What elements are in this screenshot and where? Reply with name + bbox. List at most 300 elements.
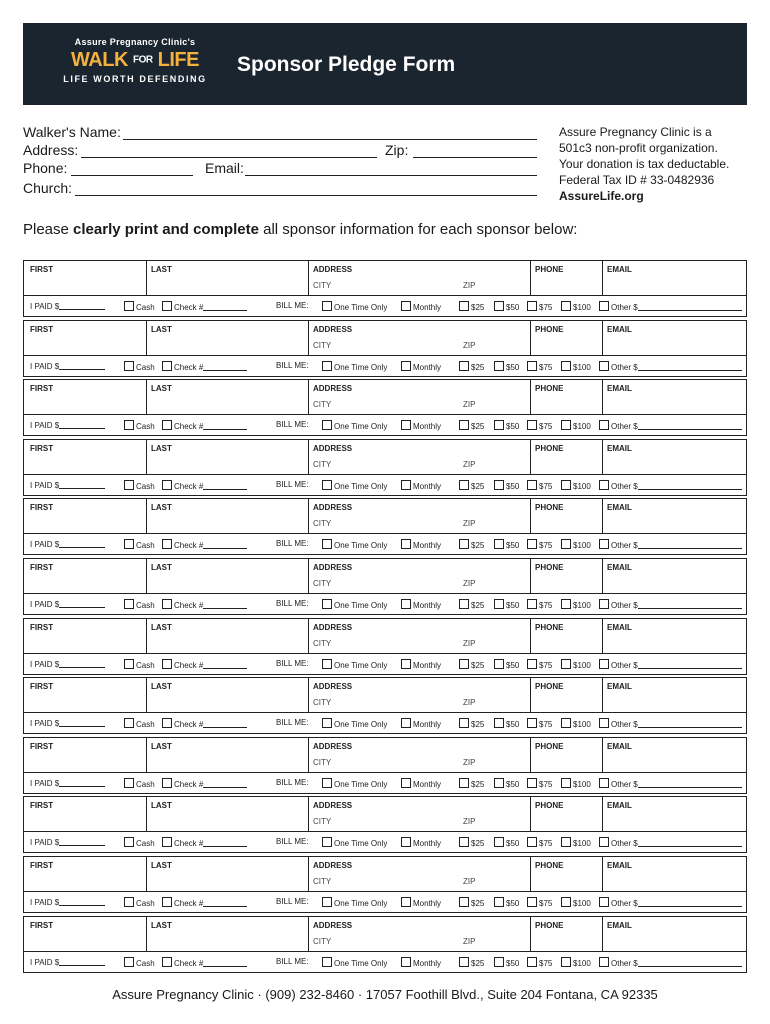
amount-50-checkbox[interactable] xyxy=(494,480,504,490)
other-amount-option[interactable] xyxy=(599,957,742,968)
other-amount-checkbox[interactable] xyxy=(599,778,609,788)
address-label: ADDRESS xyxy=(313,921,353,930)
amount-50-checkbox[interactable] xyxy=(494,539,504,549)
phone-cell[interactable] xyxy=(530,559,603,593)
other-amount-option[interactable] xyxy=(599,659,742,670)
amount-75-checkbox[interactable] xyxy=(527,599,537,609)
paid-field[interactable] xyxy=(30,957,105,967)
amount-100-checkbox[interactable] xyxy=(561,539,571,549)
paid-field[interactable] xyxy=(30,480,105,490)
amount-25-option[interactable] xyxy=(459,837,484,848)
amount-75-checkbox[interactable] xyxy=(527,778,537,788)
other-amount-option[interactable] xyxy=(599,420,742,431)
amount-25-option[interactable] xyxy=(459,957,484,968)
amount-100-checkbox[interactable] xyxy=(561,718,571,728)
cash-option[interactable] xyxy=(124,301,155,312)
amount-100-option[interactable] xyxy=(561,837,591,848)
monthly-checkbox[interactable] xyxy=(401,361,411,371)
amount-75-option[interactable] xyxy=(527,361,552,372)
monthly-option[interactable] xyxy=(401,599,441,610)
monthly-option[interactable] xyxy=(401,837,441,848)
amount-75-checkbox[interactable] xyxy=(527,301,537,311)
amount-25-checkbox[interactable] xyxy=(459,420,469,430)
amount-50-checkbox[interactable] xyxy=(494,778,504,788)
amount-75-option[interactable] xyxy=(527,599,552,610)
amount-25-option[interactable] xyxy=(459,897,484,908)
monthly-option[interactable] xyxy=(401,301,441,312)
amount-100-checkbox[interactable] xyxy=(561,480,571,490)
cash-option[interactable] xyxy=(124,659,155,670)
cash-option[interactable] xyxy=(124,837,155,848)
amount-75-checkbox[interactable] xyxy=(527,837,537,847)
amount-25-checkbox[interactable] xyxy=(459,837,469,847)
other-amount-checkbox[interactable] xyxy=(599,837,609,847)
other-amount-option[interactable] xyxy=(599,718,742,729)
cash-checkbox[interactable] xyxy=(124,778,134,788)
cash-checkbox[interactable] xyxy=(124,897,134,907)
monthly-option[interactable] xyxy=(401,897,441,908)
address-cell[interactable] xyxy=(308,738,531,772)
monthly-option[interactable] xyxy=(401,778,441,789)
monthly-option[interactable] xyxy=(401,420,441,431)
monthly-checkbox[interactable] xyxy=(401,897,411,907)
one-time-checkbox[interactable] xyxy=(322,897,332,907)
amount-50-checkbox[interactable] xyxy=(494,420,504,430)
check-checkbox[interactable] xyxy=(162,837,172,847)
check-option[interactable] xyxy=(162,837,247,848)
one-time-option[interactable] xyxy=(322,897,387,908)
address-cell[interactable] xyxy=(308,559,531,593)
amount-100-label: $100 xyxy=(573,363,591,372)
amount-100-checkbox[interactable] xyxy=(561,778,571,788)
monthly-checkbox[interactable] xyxy=(401,480,411,490)
email-cell[interactable] xyxy=(602,678,747,712)
amount-50-checkbox[interactable] xyxy=(494,718,504,728)
amount-50-option[interactable] xyxy=(494,718,519,729)
paid-field[interactable] xyxy=(30,659,105,669)
monthly-option[interactable] xyxy=(401,659,441,670)
address-field[interactable] xyxy=(81,143,377,158)
one-time-option[interactable] xyxy=(322,957,387,968)
amount-100-checkbox[interactable] xyxy=(561,897,571,907)
amount-100-checkbox[interactable] xyxy=(561,361,571,371)
monthly-checkbox[interactable] xyxy=(401,778,411,788)
one-time-option[interactable] xyxy=(322,539,387,550)
check-checkbox[interactable] xyxy=(162,361,172,371)
email-cell[interactable] xyxy=(602,738,747,772)
phone-cell[interactable] xyxy=(530,440,603,474)
amount-75-checkbox[interactable] xyxy=(527,957,537,967)
amount-75-checkbox[interactable] xyxy=(527,659,537,669)
amount-25-option[interactable] xyxy=(459,599,484,610)
one-time-checkbox[interactable] xyxy=(322,718,332,728)
amount-50-option[interactable] xyxy=(494,897,519,908)
other-amount-option[interactable] xyxy=(599,301,742,312)
amount-50-option[interactable] xyxy=(494,599,519,610)
amount-100-label: $100 xyxy=(573,482,591,491)
check-underline xyxy=(203,660,247,669)
other-amount-option[interactable] xyxy=(599,480,742,491)
phone-cell[interactable] xyxy=(530,738,603,772)
last-name-cell[interactable] xyxy=(146,917,307,951)
email-cell[interactable] xyxy=(602,559,747,593)
check-checkbox[interactable] xyxy=(162,778,172,788)
zip-field[interactable] xyxy=(413,143,537,158)
email-cell[interactable] xyxy=(602,380,747,414)
amount-50-option[interactable] xyxy=(494,778,519,789)
last-name-cell[interactable] xyxy=(146,857,307,891)
amount-25-option[interactable] xyxy=(459,361,484,372)
amount-100-option[interactable] xyxy=(561,778,591,789)
amount-50-checkbox[interactable] xyxy=(494,599,504,609)
amount-100-checkbox[interactable] xyxy=(561,599,571,609)
amount-50-option[interactable] xyxy=(494,301,519,312)
paid-field[interactable] xyxy=(30,361,105,371)
one-time-checkbox[interactable] xyxy=(322,480,332,490)
amount-25-option[interactable] xyxy=(459,718,484,729)
paid-field[interactable] xyxy=(30,837,105,847)
phone-cell[interactable] xyxy=(530,321,603,355)
amount-75-option[interactable] xyxy=(527,539,552,550)
monthly-checkbox[interactable] xyxy=(401,659,411,669)
amount-50-checkbox[interactable] xyxy=(494,361,504,371)
one-time-option[interactable] xyxy=(322,420,387,431)
check-option[interactable] xyxy=(162,778,247,789)
amount-50-checkbox[interactable] xyxy=(494,301,504,311)
walker-name-field[interactable] xyxy=(123,125,537,140)
amount-25-checkbox[interactable] xyxy=(459,361,469,371)
amount-75-option[interactable] xyxy=(527,897,552,908)
amount-75-checkbox[interactable] xyxy=(527,897,537,907)
other-amount-checkbox[interactable] xyxy=(599,480,609,490)
cash-option[interactable] xyxy=(124,539,155,550)
amount-25-checkbox[interactable] xyxy=(459,957,469,967)
cash-checkbox[interactable] xyxy=(124,718,134,728)
one-time-option[interactable] xyxy=(322,659,387,670)
amount-25-checkbox[interactable] xyxy=(459,897,469,907)
monthly-checkbox[interactable] xyxy=(401,957,411,967)
cash-option[interactable] xyxy=(124,361,155,372)
cash-checkbox[interactable] xyxy=(124,361,134,371)
amount-100-option[interactable] xyxy=(561,420,591,431)
amount-75-option[interactable] xyxy=(527,778,552,789)
amount-100-option[interactable] xyxy=(561,957,591,968)
monthly-checkbox[interactable] xyxy=(401,837,411,847)
amount-50-option[interactable] xyxy=(494,420,519,431)
amount-25-option[interactable] xyxy=(459,539,484,550)
paid-field[interactable] xyxy=(30,599,105,609)
monthly-checkbox[interactable] xyxy=(401,539,411,549)
other-amount-option[interactable] xyxy=(599,599,742,610)
cash-option[interactable] xyxy=(124,718,155,729)
amount-75-option[interactable] xyxy=(527,301,552,312)
amount-25-checkbox[interactable] xyxy=(459,659,469,669)
address-cell[interactable] xyxy=(308,619,531,653)
phone-cell[interactable] xyxy=(530,857,603,891)
phone-cell[interactable] xyxy=(530,380,603,414)
amount-100-option[interactable] xyxy=(561,897,591,908)
address-label: ADDRESS xyxy=(313,623,353,632)
one-time-option[interactable] xyxy=(322,361,387,372)
one-time-option[interactable] xyxy=(322,599,387,610)
one-time-checkbox[interactable] xyxy=(322,957,332,967)
amount-100-option[interactable] xyxy=(561,361,591,372)
monthly-checkbox[interactable] xyxy=(401,599,411,609)
other-amount-option[interactable] xyxy=(599,539,742,550)
amount-75-option[interactable] xyxy=(527,957,552,968)
check-option[interactable] xyxy=(162,480,247,491)
phone-cell[interactable] xyxy=(530,619,603,653)
amount-25-checkbox[interactable] xyxy=(459,778,469,788)
check-option[interactable] xyxy=(162,599,247,610)
bill-me-label: BILL ME: xyxy=(276,599,309,608)
amount-25-option[interactable] xyxy=(459,301,484,312)
email-cell[interactable] xyxy=(602,917,747,951)
check-option[interactable] xyxy=(162,957,247,968)
check-option[interactable] xyxy=(162,659,247,670)
check-checkbox[interactable] xyxy=(162,599,172,609)
paid-field[interactable] xyxy=(30,301,105,311)
monthly-checkbox[interactable] xyxy=(401,718,411,728)
other-amount-label: Other $ xyxy=(611,899,638,908)
address-cell[interactable] xyxy=(308,261,531,295)
amount-25-checkbox[interactable] xyxy=(459,301,469,311)
amount-100-checkbox[interactable] xyxy=(561,957,571,967)
email-field[interactable] xyxy=(245,161,537,176)
email-cell[interactable] xyxy=(602,797,747,831)
other-amount-option[interactable] xyxy=(599,837,742,848)
monthly-option[interactable] xyxy=(401,718,441,729)
cash-checkbox[interactable] xyxy=(124,301,134,311)
amount-75-option[interactable] xyxy=(527,420,552,431)
phone-cell[interactable] xyxy=(530,678,603,712)
amount-25-option[interactable] xyxy=(459,778,484,789)
paid-field[interactable] xyxy=(30,420,105,430)
last-name-cell[interactable] xyxy=(146,559,307,593)
phone-label: PHONE xyxy=(535,682,564,691)
phone-cell[interactable] xyxy=(530,261,603,295)
address-cell[interactable] xyxy=(308,917,531,951)
check-checkbox[interactable] xyxy=(162,539,172,549)
address-cell[interactable] xyxy=(308,380,531,414)
amount-50-checkbox[interactable] xyxy=(494,837,504,847)
check-option[interactable] xyxy=(162,361,247,372)
last-name-cell[interactable] xyxy=(146,797,307,831)
amount-75-option[interactable] xyxy=(527,659,552,670)
one-time-checkbox[interactable] xyxy=(322,361,332,371)
amount-50-option[interactable] xyxy=(494,957,519,968)
amount-100-checkbox[interactable] xyxy=(561,420,571,430)
check-checkbox[interactable] xyxy=(162,957,172,967)
paid-field[interactable] xyxy=(30,897,105,907)
one-time-checkbox[interactable] xyxy=(322,599,332,609)
cash-option[interactable] xyxy=(124,420,155,431)
amount-75-checkbox[interactable] xyxy=(527,420,537,430)
monthly-checkbox[interactable] xyxy=(401,301,411,311)
amount-25-checkbox[interactable] xyxy=(459,480,469,490)
check-checkbox[interactable] xyxy=(162,420,172,430)
one-time-checkbox[interactable] xyxy=(322,659,332,669)
one-time-option[interactable] xyxy=(322,480,387,491)
phone-cell[interactable] xyxy=(530,917,603,951)
monthly-option[interactable] xyxy=(401,539,441,550)
amount-100-option[interactable] xyxy=(561,659,591,670)
amount-25-checkbox[interactable] xyxy=(459,718,469,728)
one-time-option[interactable] xyxy=(322,837,387,848)
check-option[interactable] xyxy=(162,897,247,908)
last-name-cell[interactable] xyxy=(146,619,307,653)
last-name-cell[interactable] xyxy=(146,440,307,474)
amount-75-checkbox[interactable] xyxy=(527,480,537,490)
check-checkbox[interactable] xyxy=(162,718,172,728)
phone-cell[interactable] xyxy=(530,499,603,533)
address-cell[interactable] xyxy=(308,440,531,474)
cash-checkbox[interactable] xyxy=(124,480,134,490)
check-option[interactable] xyxy=(162,301,247,312)
email-cell[interactable] xyxy=(602,619,747,653)
one-time-checkbox[interactable] xyxy=(322,420,332,430)
monthly-checkbox[interactable] xyxy=(401,420,411,430)
address-cell[interactable] xyxy=(308,499,531,533)
one-time-option[interactable] xyxy=(322,301,387,312)
cash-option[interactable] xyxy=(124,480,155,491)
cash-checkbox[interactable] xyxy=(124,957,134,967)
other-amount-checkbox[interactable] xyxy=(599,957,609,967)
amount-50-option[interactable] xyxy=(494,361,519,372)
other-amount-option[interactable] xyxy=(599,897,742,908)
amount-25-option[interactable] xyxy=(459,659,484,670)
cash-option[interactable] xyxy=(124,778,155,789)
address-cell[interactable] xyxy=(308,857,531,891)
paid-label: I PAID $ xyxy=(30,540,60,549)
last-name-cell[interactable] xyxy=(146,499,307,533)
amount-25-checkbox[interactable] xyxy=(459,539,469,549)
last-name-cell[interactable] xyxy=(146,321,307,355)
address-cell[interactable] xyxy=(308,321,531,355)
monthly-option[interactable] xyxy=(401,957,441,968)
one-time-checkbox[interactable] xyxy=(322,539,332,549)
amount-100-option[interactable] xyxy=(561,599,591,610)
other-amount-checkbox[interactable] xyxy=(599,659,609,669)
amount-100-option[interactable] xyxy=(561,480,591,491)
other-amount-checkbox[interactable] xyxy=(599,301,609,311)
cash-option[interactable] xyxy=(124,599,155,610)
amount-50-checkbox[interactable] xyxy=(494,897,504,907)
paid-field[interactable] xyxy=(30,539,105,549)
check-option[interactable] xyxy=(162,420,247,431)
amount-75-label: $75 xyxy=(539,601,553,610)
amount-75-checkbox[interactable] xyxy=(527,718,537,728)
address-cell[interactable] xyxy=(308,678,531,712)
amount-50-checkbox[interactable] xyxy=(494,957,504,967)
last-name-cell[interactable] xyxy=(146,380,307,414)
paid-field[interactable] xyxy=(30,778,105,788)
other-amount-checkbox[interactable] xyxy=(599,897,609,907)
amount-75-option[interactable] xyxy=(527,837,552,848)
check-option[interactable] xyxy=(162,539,247,550)
last-name-cell[interactable] xyxy=(146,678,307,712)
email-cell[interactable] xyxy=(602,499,747,533)
one-time-checkbox[interactable] xyxy=(322,301,332,311)
amount-100-checkbox[interactable] xyxy=(561,837,571,847)
email-cell[interactable] xyxy=(602,440,747,474)
other-amount-checkbox[interactable] xyxy=(599,539,609,549)
amount-25-checkbox[interactable] xyxy=(459,599,469,609)
amount-50-option[interactable] xyxy=(494,480,519,491)
check-checkbox[interactable] xyxy=(162,897,172,907)
cash-checkbox[interactable] xyxy=(124,599,134,609)
other-amount-checkbox[interactable] xyxy=(599,361,609,371)
address-cell[interactable] xyxy=(308,797,531,831)
monthly-option[interactable] xyxy=(401,361,441,372)
cash-checkbox[interactable] xyxy=(124,837,134,847)
amount-100-option[interactable] xyxy=(561,539,591,550)
check-option[interactable] xyxy=(162,718,247,729)
check-checkbox[interactable] xyxy=(162,301,172,311)
amount-50-option[interactable] xyxy=(494,659,519,670)
cash-checkbox[interactable] xyxy=(124,659,134,669)
other-amount-option[interactable] xyxy=(599,778,742,789)
other-amount-checkbox[interactable] xyxy=(599,718,609,728)
amount-75-checkbox[interactable] xyxy=(527,539,537,549)
amount-50-option[interactable] xyxy=(494,539,519,550)
paid-field[interactable] xyxy=(30,718,105,728)
check-checkbox[interactable] xyxy=(162,480,172,490)
phone-field[interactable] xyxy=(71,161,193,176)
other-amount-underline xyxy=(638,600,742,609)
check-underline xyxy=(203,600,247,609)
email-cell[interactable] xyxy=(602,261,747,295)
one-time-checkbox[interactable] xyxy=(322,778,332,788)
one-time-option[interactable] xyxy=(322,718,387,729)
church-field[interactable] xyxy=(75,181,537,196)
amount-100-option[interactable] xyxy=(561,301,591,312)
one-time-checkbox[interactable] xyxy=(322,837,332,847)
amount-50-option[interactable] xyxy=(494,837,519,848)
email-cell[interactable] xyxy=(602,857,747,891)
amount-50-checkbox[interactable] xyxy=(494,659,504,669)
amount-25-option[interactable] xyxy=(459,480,484,491)
phone-cell[interactable] xyxy=(530,797,603,831)
cash-checkbox[interactable] xyxy=(124,420,134,430)
last-name-cell[interactable] xyxy=(146,261,307,295)
other-amount-checkbox[interactable] xyxy=(599,420,609,430)
website-link[interactable]: AssureLife.org xyxy=(559,189,644,203)
cash-option[interactable] xyxy=(124,957,155,968)
cash-option[interactable] xyxy=(124,897,155,908)
email-cell[interactable] xyxy=(602,321,747,355)
amount-75-checkbox[interactable] xyxy=(527,361,537,371)
check-underline xyxy=(203,838,247,847)
paid-underline xyxy=(59,897,105,906)
amount-75-option[interactable] xyxy=(527,480,552,491)
amount-100-option[interactable] xyxy=(561,718,591,729)
other-amount-checkbox[interactable] xyxy=(599,599,609,609)
one-time-option[interactable] xyxy=(322,778,387,789)
one-time-label: One Time Only xyxy=(334,303,388,312)
amount-100-checkbox[interactable] xyxy=(561,659,571,669)
last-name-cell[interactable] xyxy=(146,738,307,772)
amount-75-option[interactable] xyxy=(527,718,552,729)
other-amount-option[interactable] xyxy=(599,361,742,372)
amount-100-checkbox[interactable] xyxy=(561,301,571,311)
amount-25-option[interactable] xyxy=(459,420,484,431)
payment-line xyxy=(24,952,746,972)
cash-checkbox[interactable] xyxy=(124,539,134,549)
amount-25-label: $25 xyxy=(471,601,485,610)
monthly-option[interactable] xyxy=(401,480,441,491)
check-checkbox[interactable] xyxy=(162,659,172,669)
